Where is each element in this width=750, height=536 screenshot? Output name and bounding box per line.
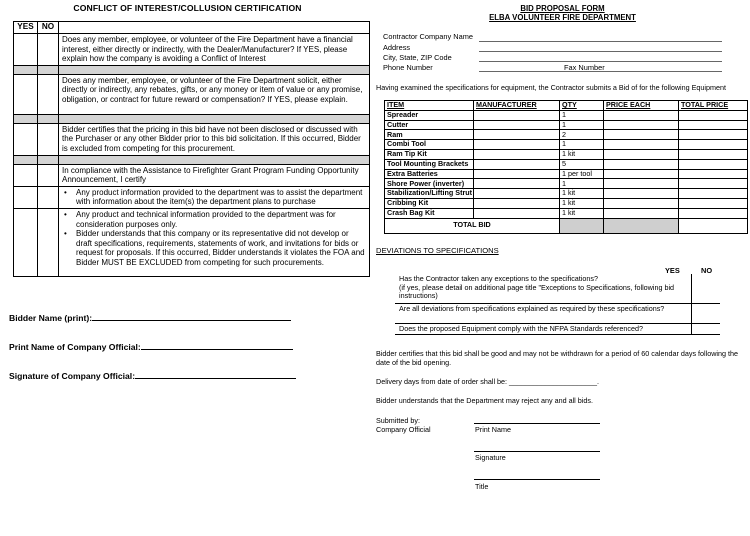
print-name-label: Print Name of Company Official: <box>9 342 141 352</box>
coi-table <box>13 21 370 277</box>
manufacturer-cell[interactable] <box>474 120 560 130</box>
signature-label: Signature of Company Official: <box>9 371 136 381</box>
items-table <box>384 100 748 234</box>
item-name: Tool Mounting Brackets <box>385 159 474 169</box>
city-line[interactable] <box>479 61 722 62</box>
item-row <box>385 120 748 130</box>
address-line[interactable] <box>479 51 722 52</box>
qty-cell: 1 per tool <box>560 169 604 179</box>
deviation-yes-header: YES <box>665 266 680 275</box>
total-bid-label: TOTAL BID <box>385 218 560 233</box>
total-price-cell[interactable] <box>679 159 748 169</box>
yes-checkbox-cell[interactable] <box>14 208 38 276</box>
total-price-cell[interactable] <box>679 110 748 120</box>
item-header: ITEM <box>385 101 474 111</box>
manufacturer-cell[interactable] <box>474 179 560 189</box>
bullet-list <box>62 210 366 268</box>
qty-cell: 1 kit <box>560 189 604 199</box>
bullet-item: • Any product and technical information provided to the department was for consideration purposes only. <box>62 210 366 229</box>
deviation-question-3: Does the proposed Equipment comply with the NFPA Standards referenced? <box>395 323 691 335</box>
contractor-name-line[interactable] <box>479 41 722 42</box>
no-checkbox-cell[interactable] <box>38 74 59 114</box>
item-row <box>385 140 748 150</box>
price-each-cell[interactable] <box>604 140 679 150</box>
item-name: Combi Tool <box>385 140 474 150</box>
print-name-field[interactable] <box>9 341 293 352</box>
no-checkbox-cell[interactable] <box>38 208 59 276</box>
total-price-cell[interactable] <box>679 208 748 218</box>
yes-header: YES <box>14 22 38 34</box>
total-price-cell[interactable] <box>679 149 748 159</box>
title-label: Title <box>475 482 489 491</box>
price-each-cell[interactable] <box>604 169 679 179</box>
manufacturer-cell[interactable] <box>474 140 560 150</box>
coi-bullet-row <box>14 186 370 208</box>
print-name-line[interactable] <box>474 423 600 424</box>
manufacturer-header: MANUFACTURER <box>474 101 560 111</box>
bidder-name-field[interactable] <box>9 312 291 323</box>
deviations-table <box>395 274 748 335</box>
item-row <box>385 208 748 218</box>
signature-field[interactable] <box>9 370 296 381</box>
price-each-cell[interactable] <box>604 198 679 208</box>
deviation-yes-cell[interactable] <box>691 323 720 335</box>
qty-cell: 1 kit <box>560 198 604 208</box>
total-price-cell[interactable] <box>679 198 748 208</box>
deviation-question-1: Has the Contractor taken any exceptions to the specifications? (if yes, please detail on additional page title "Exceptions to Specifications, following bid instructions) <box>395 274 691 303</box>
coi-question-2: Does any member, employee, or volunteer of the Fire Department solicit, either directly or indirectly, any rebates, gifts, or any money or item of value or any promise, obligation, or contract for future reward or compensation? If YES, please explain. <box>59 74 370 114</box>
yes-checkbox-cell[interactable] <box>14 164 38 186</box>
coi-question-3: Bidder certifies that the pricing in this bid have not been disclosed or discussed with the Purchaser or any other Bidder prior to this bid solicitation. If this occurred, Bidder is excluded from competing for this procurement. <box>59 123 370 155</box>
bidder-name-label: Bidder Name (print): <box>9 313 93 323</box>
item-row <box>385 189 748 199</box>
item-row <box>385 159 748 169</box>
manufacturer-cell[interactable] <box>474 149 560 159</box>
reject-statement: Bidder understands that the Department may reject any and all bids. <box>376 396 593 405</box>
item-name: Cutter <box>385 120 474 130</box>
coi-title: CONFLICT OF INTEREST/COLLUSION CERTIFICATION <box>73 3 302 13</box>
price-each-cell[interactable] <box>604 110 679 120</box>
total-price-cell[interactable] <box>679 189 748 199</box>
item-row <box>385 149 748 159</box>
total-price-header: TOTAL PRICE <box>679 101 748 111</box>
coi-bullet-row <box>14 208 370 276</box>
item-row <box>385 130 748 140</box>
company-official-label: Company Official <box>376 425 431 434</box>
phone-label: Phone Number <box>383 63 433 72</box>
price-each-cell[interactable] <box>604 120 679 130</box>
total-price-cell[interactable] <box>679 120 748 130</box>
signature-line[interactable] <box>474 451 600 452</box>
no-checkbox-cell[interactable] <box>38 164 59 186</box>
no-checkbox-cell[interactable] <box>38 34 59 66</box>
bidder-name-rule[interactable] <box>92 312 291 321</box>
total-price-cell[interactable] <box>679 179 748 189</box>
address-label: Address <box>383 43 411 52</box>
total-price-cell[interactable] <box>679 140 748 150</box>
bid-intro: Having examined the specifications for equipment, the Contractor submits a Bid of for the following Equipment <box>376 83 726 92</box>
qty-cell: 5 <box>560 159 604 169</box>
qty-header: QTY <box>560 101 604 111</box>
print-name-label: Print Name <box>475 425 511 434</box>
item-row <box>385 179 748 189</box>
deviation-yes-cell[interactable] <box>691 274 720 303</box>
deviation-row <box>395 274 748 303</box>
qty-cell: 1 kit <box>560 149 604 159</box>
deviation-no-cell[interactable] <box>720 274 748 303</box>
item-name: Spreader <box>385 110 474 120</box>
item-name: Ram Tip Kit <box>385 149 474 159</box>
total-bid-cell[interactable] <box>679 218 748 233</box>
price-each-cell[interactable] <box>604 189 679 199</box>
yes-checkbox-cell[interactable] <box>14 34 38 66</box>
manufacturer-cell[interactable] <box>474 169 560 179</box>
deviation-row <box>395 323 748 335</box>
blank-header <box>59 22 370 34</box>
manufacturer-cell[interactable] <box>474 110 560 120</box>
item-name: Crash Bag Kit <box>385 208 474 218</box>
separator-row <box>14 155 370 164</box>
separator-row <box>14 114 370 123</box>
price-each-cell[interactable] <box>604 130 679 140</box>
coi-header-row <box>14 22 370 34</box>
coi-question-1: Does any member, employee, or volunteer of the Fire Department have a financial interest, either directly or indirectly, with the Dealer/Manufacturer? If YES, please explain how the company is avoiding a Conflict of Interest <box>59 34 370 66</box>
yes-checkbox-cell[interactable] <box>14 74 38 114</box>
title-line[interactable] <box>474 479 600 480</box>
item-name: Stabilization/Lifting Strut <box>385 189 474 199</box>
yes-checkbox-cell[interactable] <box>14 123 38 155</box>
coi-question-row <box>14 74 370 114</box>
item-row <box>385 169 748 179</box>
price-each-header: PRICE EACH <box>604 101 679 111</box>
bullet-item: • Any product information provided to the department was to assist the department with information about the item(s) the department plans to purchase <box>62 188 366 207</box>
coi-compliance-row <box>14 164 370 186</box>
phone-fax-line[interactable] <box>479 71 722 72</box>
signature-rule[interactable] <box>135 370 296 379</box>
total-price-cell[interactable] <box>679 130 748 140</box>
shaded-cell <box>604 218 679 233</box>
manufacturer-cell[interactable] <box>474 130 560 140</box>
item-name: Shore Power (inverter) <box>385 179 474 189</box>
submitted-by-label: Submitted by: <box>376 416 420 425</box>
price-each-cell[interactable] <box>604 159 679 169</box>
qty-cell: 1 <box>560 179 604 189</box>
print-name-rule[interactable] <box>141 341 293 350</box>
bid-proposal-page <box>375 0 750 536</box>
city-label: City, State, ZIP Code <box>383 53 452 62</box>
coi-question-row <box>14 34 370 66</box>
separator-row <box>14 65 370 74</box>
qty-cell: 1 <box>560 120 604 130</box>
manufacturer-cell[interactable] <box>474 208 560 218</box>
manufacturer-cell[interactable] <box>474 198 560 208</box>
contractor-name-label: Contractor Company Name <box>383 32 473 41</box>
no-checkbox-cell[interactable] <box>38 186 59 208</box>
qty-cell: 1 kit <box>560 208 604 218</box>
total-price-cell[interactable] <box>679 169 748 179</box>
deviation-question-2: Are all deviations from specifications explained as required by these specifications? <box>395 303 691 323</box>
deviation-yes-cell[interactable] <box>691 303 720 323</box>
compliance-intro: In compliance with the Assistance to Firefighter Grant Program Funding Opportunity Announcement, I certify <box>62 165 359 185</box>
fax-label: Fax Number <box>564 63 605 72</box>
no-header: NO <box>38 22 59 34</box>
compliance-cell <box>59 164 370 186</box>
qty-cell: 1 <box>560 140 604 150</box>
bid-form-title: BID PROPOSAL FORM <box>520 4 605 13</box>
price-each-cell[interactable] <box>604 149 679 159</box>
delivery-statement[interactable]: Delivery days from date of order shall be: ______________________. <box>376 377 599 386</box>
bullet-item: • Bidder understands that this company or its representative did not develop or draft specifications, requirements, statements of work, and invitations for bids or request for proposals. If this occurred, Bidder understands it violates the FOA and Bidder MUST BE EXCLUDED from competing for such procurements. <box>62 229 366 267</box>
deviation-no-header: NO <box>701 266 713 275</box>
qty-cell: 2 <box>560 130 604 140</box>
item-name: Extra Batteries <box>385 169 474 179</box>
manufacturer-cell[interactable] <box>474 159 560 169</box>
item-row <box>385 110 748 120</box>
total-bid-row <box>385 218 748 233</box>
shaded-cell <box>560 218 604 233</box>
validity-statement: Bidder certifies that this bid shall be good and may not be withdrawn for a period of 60 calendar days following the date of the bid opening. <box>376 349 738 367</box>
deviation-row <box>395 303 748 323</box>
manufacturer-cell[interactable] <box>474 189 560 199</box>
signature-label: Signature <box>475 453 506 462</box>
yes-checkbox-cell[interactable] <box>14 186 38 208</box>
no-checkbox-cell[interactable] <box>38 123 59 155</box>
price-each-cell[interactable] <box>604 208 679 218</box>
item-name: Cribbing Kit <box>385 198 474 208</box>
item-name: Ram <box>385 130 474 140</box>
price-each-cell[interactable] <box>604 179 679 189</box>
item-row <box>385 198 748 208</box>
department-title: ELBA VOLUNTEER FIRE DEPARTMENT <box>489 13 636 22</box>
deviation-no-cell[interactable] <box>720 303 748 323</box>
deviations-title: DEVIATIONS TO SPECIFICATIONS <box>376 246 499 255</box>
qty-cell: 1 <box>560 110 604 120</box>
items-header-row <box>385 101 748 111</box>
deviation-no-cell[interactable] <box>720 323 748 335</box>
bullet-list <box>62 188 366 207</box>
coi-question-row <box>14 123 370 155</box>
